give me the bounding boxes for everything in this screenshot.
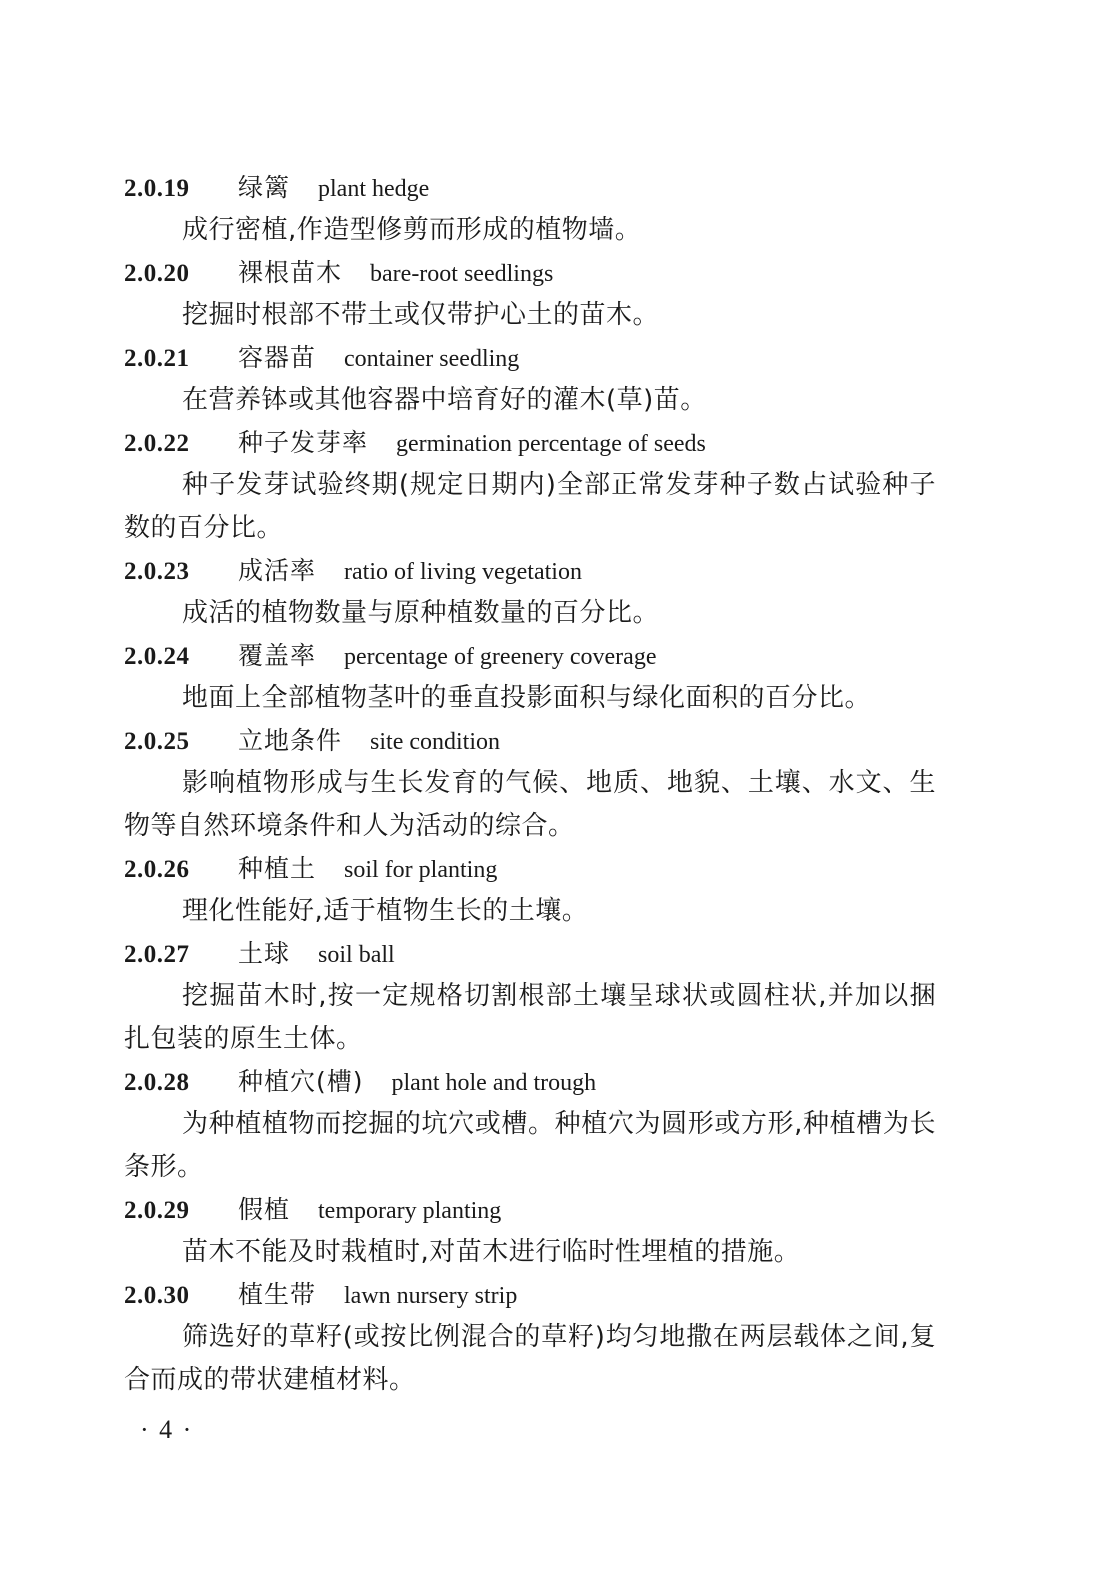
term-definition: 影响植物形成与生长发育的气候、地质、地貌、土壤、水文、生物等自然环境条件和人为活动的综合。 bbox=[124, 768, 936, 841]
clause-number: 2.0.20 bbox=[124, 260, 190, 287]
glossary-entry-2-0-19 bbox=[124, 167, 942, 252]
clause-number: 2.0.26 bbox=[124, 856, 190, 883]
term-line bbox=[124, 1189, 942, 1231]
term-chinese: 土球 bbox=[238, 939, 291, 968]
glossary-entry-2-0-23 bbox=[124, 550, 942, 635]
term-line bbox=[124, 635, 942, 677]
page-number: · 4 · bbox=[140, 1415, 194, 1444]
term-english: site condition bbox=[370, 729, 500, 755]
clause-number: 2.0.23 bbox=[124, 558, 190, 585]
term-definition: 在营养钵或其他容器中培育好的灌木(草)苗。 bbox=[182, 385, 707, 415]
term-chinese: 容器苗 bbox=[238, 343, 317, 372]
term-english: bare-root seedlings bbox=[370, 261, 554, 287]
term-english: ratio of living vegetation bbox=[344, 559, 582, 585]
term-definition: 挖掘时根部不带土或仅带护心土的苗木。 bbox=[182, 300, 660, 330]
term-line bbox=[124, 252, 942, 294]
term-english: soil for planting bbox=[344, 857, 498, 883]
term-line bbox=[124, 720, 942, 762]
term-definition: 种子发芽试验终期(规定日期内)全部正常发芽种子数占试验种子数的百分比。 bbox=[124, 470, 936, 543]
glossary-entry-2-0-24 bbox=[124, 635, 942, 720]
clause-number: 2.0.19 bbox=[124, 175, 190, 202]
term-line bbox=[124, 550, 942, 592]
glossary-entry-2-0-22 bbox=[124, 422, 942, 550]
glossary-entry-2-0-21 bbox=[124, 337, 942, 422]
term-line bbox=[124, 422, 942, 464]
term-english: lawn nursery strip bbox=[344, 1283, 518, 1309]
term-line bbox=[124, 1061, 942, 1103]
term-line bbox=[124, 167, 942, 209]
term-chinese: 植生带 bbox=[238, 1280, 317, 1309]
term-chinese: 立地条件 bbox=[238, 726, 343, 755]
term-line bbox=[124, 848, 942, 890]
term-definition: 理化性能好,适于植物生长的土壤。 bbox=[182, 896, 589, 926]
clause-number: 2.0.27 bbox=[124, 941, 190, 968]
term-english: temporary planting bbox=[318, 1198, 502, 1224]
term-chinese: 种植穴(槽) bbox=[238, 1067, 364, 1096]
glossary-entry-2-0-30 bbox=[124, 1274, 942, 1402]
term-definition: 成行密植,作造型修剪而形成的植物墙。 bbox=[182, 215, 642, 245]
clause-number: 2.0.28 bbox=[124, 1069, 190, 1096]
glossary-entry-2-0-25 bbox=[124, 720, 942, 848]
glossary-entry-2-0-27 bbox=[124, 933, 942, 1061]
term-definition: 成活的植物数量与原种植数量的百分比。 bbox=[182, 598, 660, 628]
term-chinese: 绿篱 bbox=[238, 173, 291, 202]
term-definition: 为种植植物而挖掘的坑穴或槽。种植穴为圆形或方形,种植槽为长条形。 bbox=[124, 1109, 936, 1182]
term-english: plant hole and trough bbox=[391, 1070, 597, 1096]
term-definition: 筛选好的草籽(或按比例混合的草籽)均匀地撒在两层载体之间,复合而成的带状建植材料。 bbox=[124, 1322, 936, 1395]
term-english: germination percentage of seeds bbox=[396, 431, 706, 457]
term-english: container seedling bbox=[344, 346, 520, 372]
clause-number: 2.0.21 bbox=[124, 345, 190, 372]
term-chinese: 成活率 bbox=[238, 556, 317, 585]
term-definition: 挖掘苗木时,按一定规格切割根部土壤呈球状或圆柱状,并加以捆扎包装的原生土体。 bbox=[124, 981, 936, 1054]
clause-number: 2.0.25 bbox=[124, 728, 190, 755]
term-chinese: 种子发芽率 bbox=[238, 428, 369, 457]
term-definition: 地面上全部植物茎叶的垂直投影面积与绿化面积的百分比。 bbox=[182, 683, 872, 713]
term-line bbox=[124, 933, 942, 975]
clause-number: 2.0.30 bbox=[124, 1282, 190, 1309]
glossary-entry-2-0-26 bbox=[124, 848, 942, 933]
term-chinese: 裸根苗木 bbox=[238, 258, 343, 287]
glossary-entry-2-0-29 bbox=[124, 1189, 942, 1274]
term-definition: 苗木不能及时栽植时,对苗木进行临时性埋植的措施。 bbox=[182, 1237, 801, 1267]
term-line bbox=[124, 1274, 942, 1316]
term-english: plant hedge bbox=[318, 176, 430, 202]
clause-number: 2.0.29 bbox=[124, 1197, 190, 1224]
glossary-entry-2-0-20 bbox=[124, 252, 942, 337]
term-chinese: 种植土 bbox=[238, 854, 317, 883]
term-chinese: 覆盖率 bbox=[238, 641, 317, 670]
glossary-list bbox=[124, 167, 942, 1402]
clause-number: 2.0.24 bbox=[124, 643, 190, 670]
term-chinese: 假植 bbox=[238, 1195, 291, 1224]
term-english: percentage of greenery coverage bbox=[344, 644, 657, 670]
term-english: soil ball bbox=[318, 942, 395, 968]
clause-number: 2.0.22 bbox=[124, 430, 190, 457]
glossary-entry-2-0-28 bbox=[124, 1061, 942, 1189]
term-line bbox=[124, 337, 942, 379]
